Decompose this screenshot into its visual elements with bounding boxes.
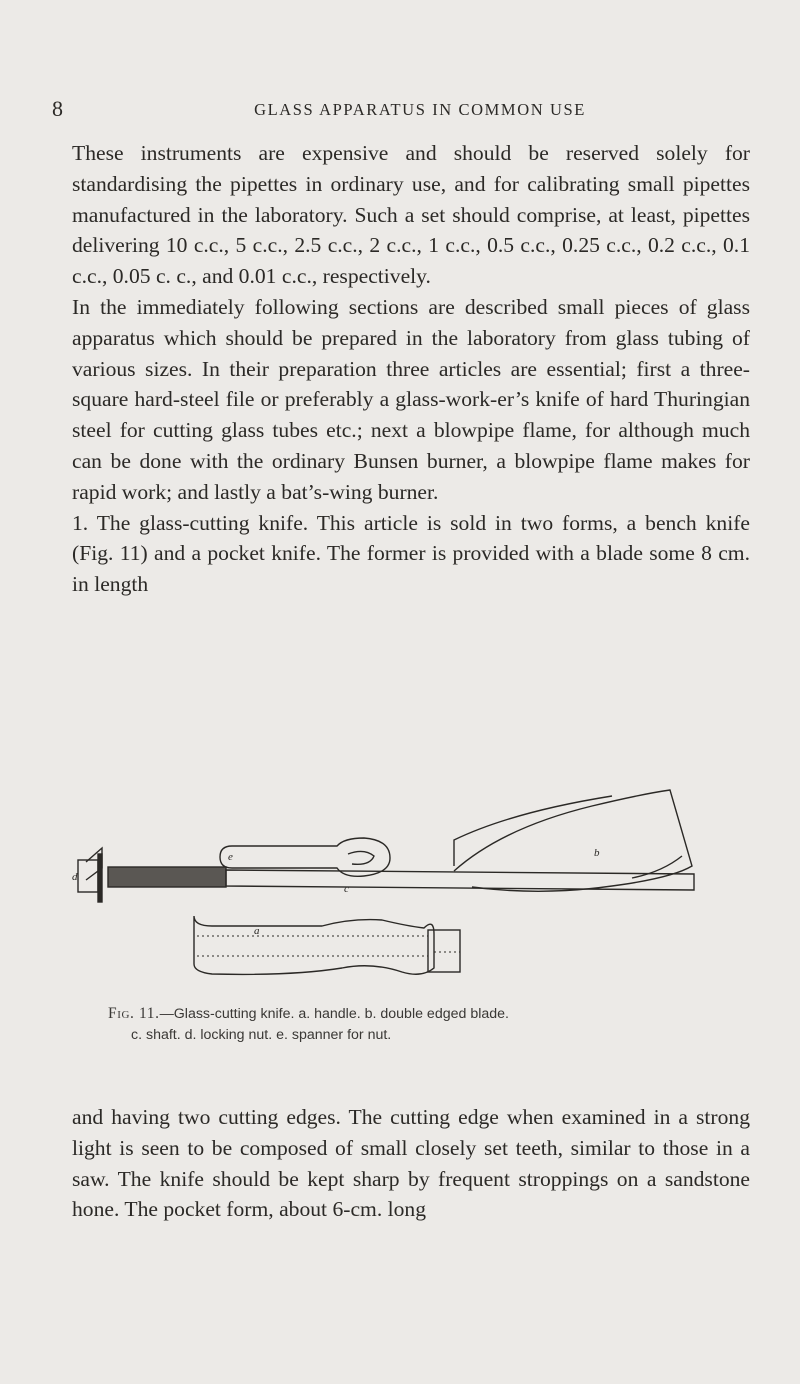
paragraph-1: These instruments are expensive and should be reserved solely for standardising the pipettes in ordinary use, and for calibrating small pipettes manufactured in the laboratory. Such a set should comprise, at least, pipettes delivering 10 c.c., 5 c.c., 2.5 c.c., 2 c.c., 1 c.c., 0.5 c.c., 0.25 c.c., 0.2 c.c., 0.1 c.c., 0.05 c. c., and 0.01 c.c., respectively. xyxy=(72,141,750,289)
label-a: a xyxy=(254,925,260,937)
label-e: e xyxy=(228,851,233,863)
locking-nut-d xyxy=(78,848,102,902)
label-d: d xyxy=(72,871,78,883)
figure-glass-cutting-knife xyxy=(72,768,750,988)
shaft-c xyxy=(226,870,694,890)
knife-illustration xyxy=(72,768,750,988)
caption-figure-label: Fig. 11. xyxy=(108,1005,160,1022)
blade-b xyxy=(454,790,692,891)
threaded-section xyxy=(108,867,226,887)
figure-caption xyxy=(108,1003,728,1046)
caption-line-2: c. shaft. d. locking nut. e. spanner for nut. xyxy=(131,1027,392,1043)
caption-line-1: —Glass-cutting knife. a. handle. b. double edged blade. xyxy=(159,1006,509,1022)
paragraph-3: 1. The glass-cutting knife. This article is sold in two forms, a bench knife (Fig. 11) and a pocket knife. The former is provided with a blade some 8 cm. in length xyxy=(72,510,750,597)
label-b: b xyxy=(594,847,600,859)
paragraph-4: and having two cutting edges. The cutting edge when examined in a strong light is seen to be composed of small closely set teeth, similar to those in a saw. The knife should be kept sharp by frequent stroppings on a sandstone hone. The pocket form, about 6-cm. long xyxy=(72,1105,750,1222)
page-number: 8 xyxy=(52,96,64,121)
handle-a xyxy=(194,916,460,974)
body-text-bottom xyxy=(72,1102,750,1225)
paragraph-2: In the immediately following sections are described small pieces of glass apparatus which should be prepared in the laboratory from glass tubing of various sizes. In their preparation three articles are essential; first a three-square hard-steel file or preferably a glass-work-er’s knife of hard Thuringian steel for cutting glass tubes etc.; next a blowpipe flame, for although much can be done with the ordinary Bunsen burner, a blowpipe flame makes for rapid work; and lastly a bat’s-wing burner. xyxy=(72,294,750,504)
label-c: c xyxy=(344,883,349,895)
running-head: GLASS APPARATUS IN COMMON USE xyxy=(254,100,586,119)
body-text-top xyxy=(72,138,750,600)
